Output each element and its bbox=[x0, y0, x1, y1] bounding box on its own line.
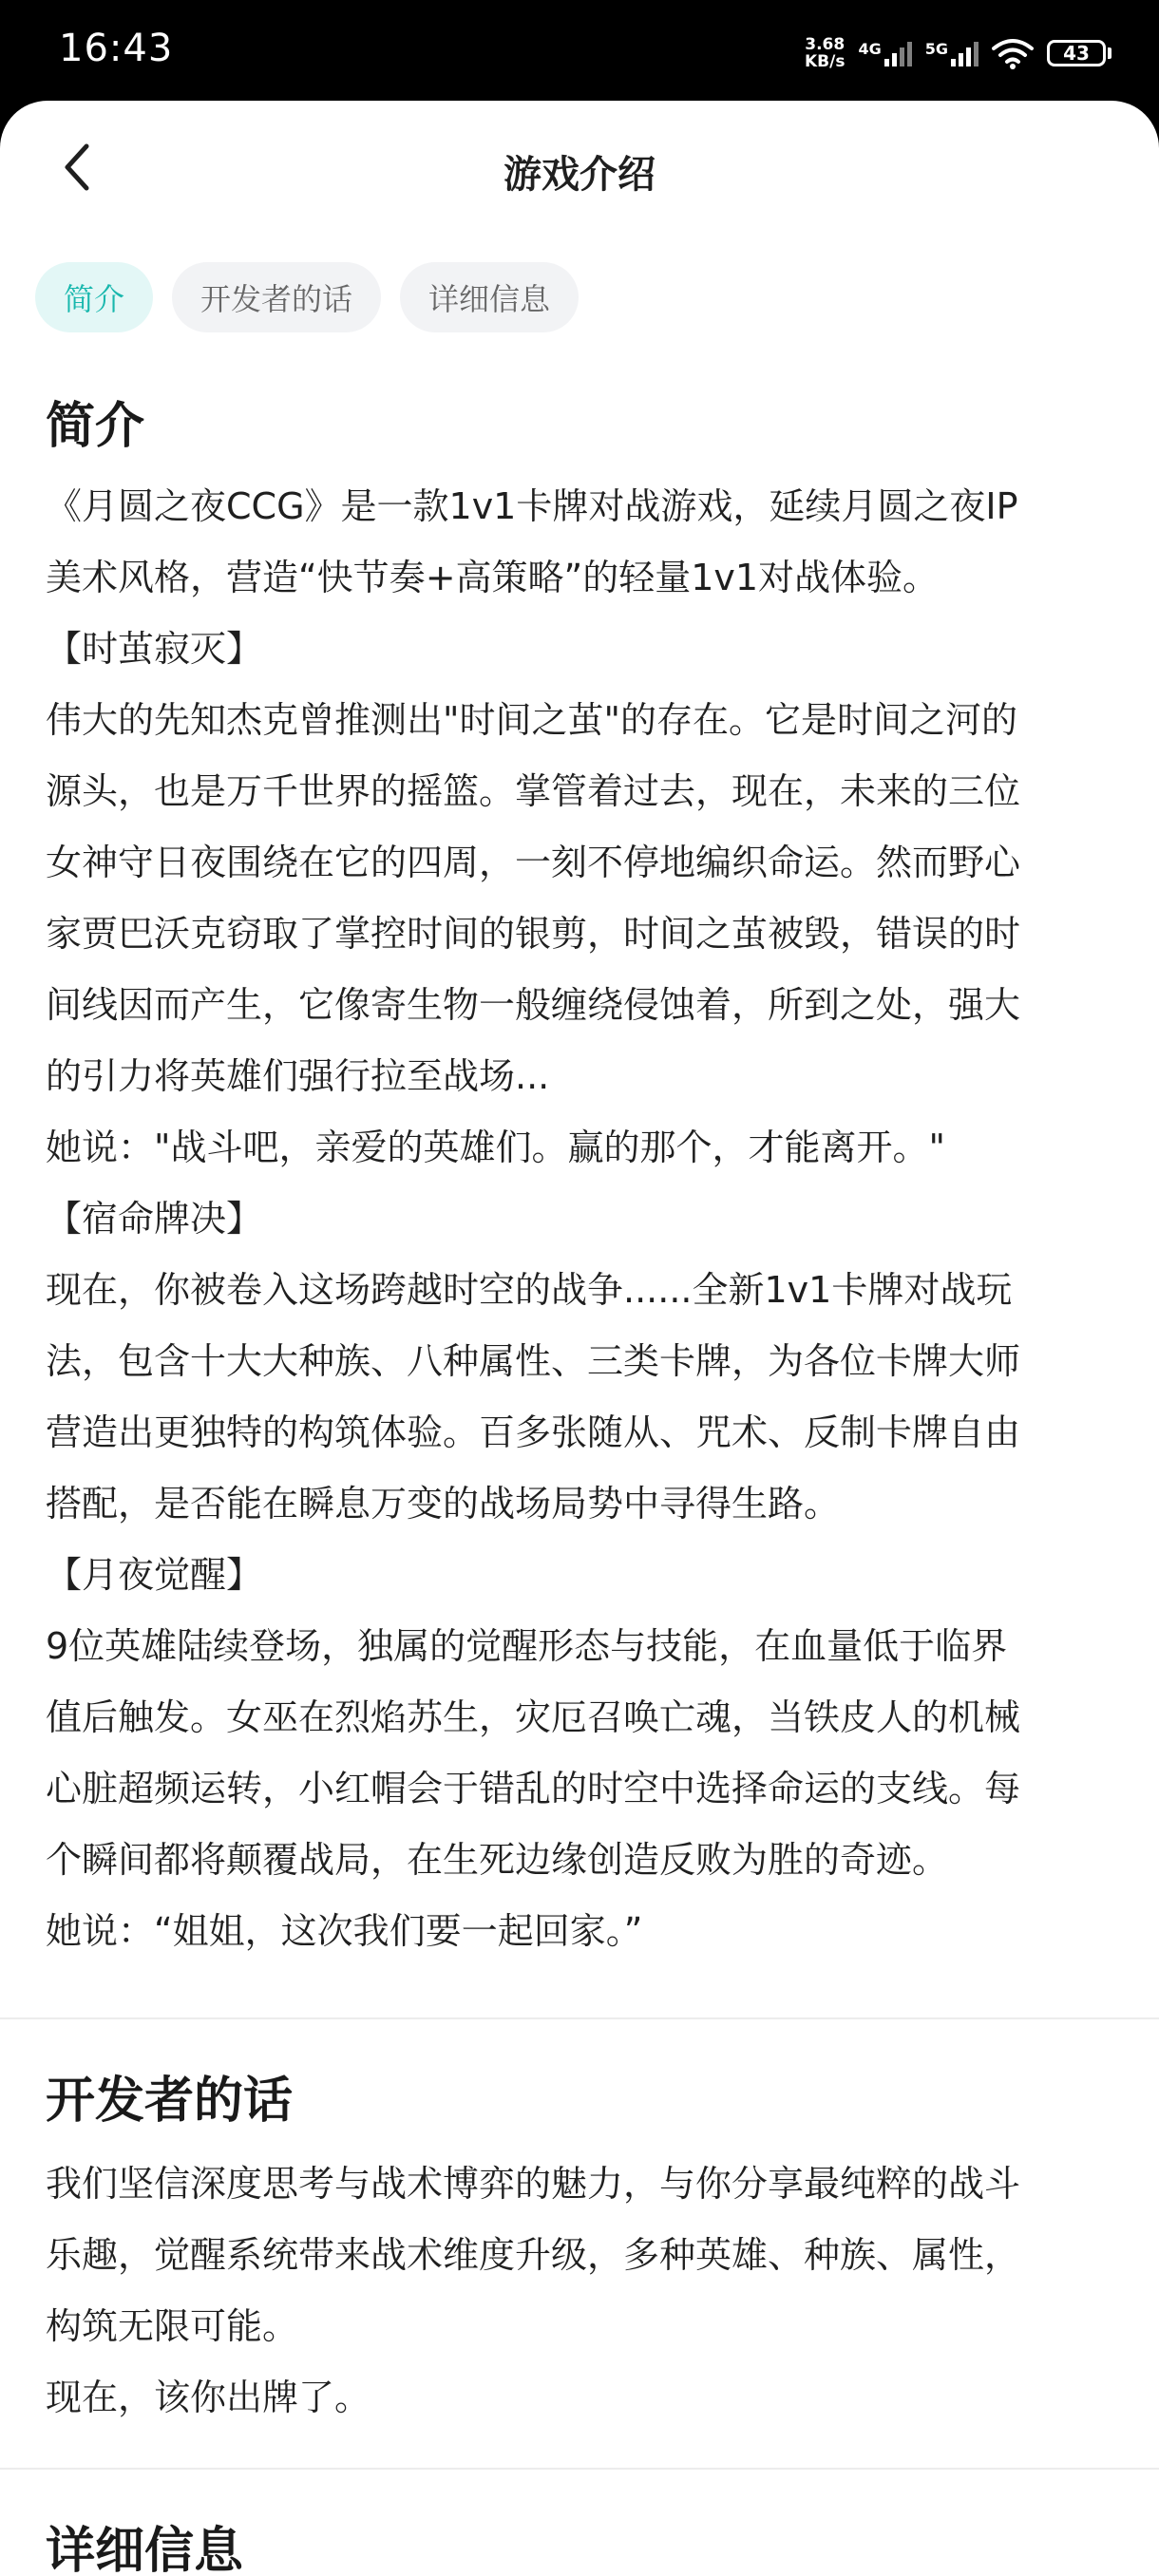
tab-intro[interactable]: 简介 bbox=[35, 262, 153, 332]
intro-paragraph: 她说：“姐姐，这次我们要一起回家。” bbox=[46, 1910, 643, 1952]
cellular-signal-icon bbox=[858, 40, 911, 66]
tab-bar bbox=[35, 262, 579, 332]
top-nav bbox=[0, 101, 1159, 234]
network-speed-value: 3.68 bbox=[805, 35, 846, 54]
sig2-label: 5G bbox=[924, 40, 948, 58]
status-time: 16:43 bbox=[59, 27, 174, 70]
intro-heading-suming: 【宿命牌决】 bbox=[46, 1198, 263, 1240]
tab-details[interactable]: 详细信息 bbox=[400, 262, 579, 332]
intro-heading-shijian: 【时茧寂灭】 bbox=[46, 628, 263, 670]
status-bar bbox=[0, 0, 1159, 104]
section-divider bbox=[0, 2017, 1159, 2019]
page-title: 游戏介绍 bbox=[504, 153, 656, 197]
section-divider bbox=[0, 2468, 1159, 2470]
intro-paragraph: 9位英雄陆续登场，独属的觉醒形态与技能，在血量低于临界 值后触发。女巫在烈焰苏生，灾厄召唤亡魂，当铁皮人的机械 心脏超频运转，小红帽会于错乱的时空中选择命运的支线。每 个瞬间都将颠覆战局，在生死边缘创造反败为胜的奇迹。 bbox=[46, 1625, 1021, 1881]
details-section bbox=[46, 2513, 1113, 2576]
intro-paragraph: 《月圆之夜CCG》是一款1v1卡牌对战游戏，延续月圆之夜IP 美术风格，营造“快节奏+高策略”的轻量1v1对战体验。 bbox=[46, 485, 1018, 598]
content-sheet bbox=[0, 101, 1159, 2576]
intro-heading-yueye: 【月夜觉醒】 bbox=[46, 1554, 263, 1596]
network-speed-unit: KB/s bbox=[805, 52, 846, 71]
battery-icon bbox=[1047, 40, 1112, 66]
sig1-label: 4G bbox=[858, 40, 882, 58]
status-icons bbox=[805, 28, 1112, 78]
intro-paragraph: 她说："战斗吧，亲爱的英雄们。赢的那个，才能离开。" bbox=[46, 1127, 945, 1168]
developer-paragraph: 现在，该你出牌了。 bbox=[46, 2377, 371, 2418]
intro-title: 简介 bbox=[46, 398, 145, 455]
network-speed bbox=[805, 36, 845, 70]
intro-section bbox=[46, 393, 1113, 1967]
wifi-icon bbox=[992, 37, 1034, 69]
developer-section bbox=[46, 2063, 1113, 2434]
intro-paragraph: 伟大的先知杰克曾推测出"时间之茧"的存在。它是时间之河的 源头，也是万千世界的摇篮。掌管着过去，现在，未来的三位 女神守日夜围绕在它的四周，一刻不停地编织命运。然而野心 家贾巴沃克窃取了掌控时间的银剪，时间之茧被毁，错误的时 间线因而产生，它像寄生物一般缠绕侵蚀着，所到之处，强大 的引力将英雄们强行拉至战场... bbox=[46, 699, 1021, 1097]
tab-developer[interactable]: 开发者的话 bbox=[172, 262, 381, 332]
developer-paragraph: 我们坚信深度思考与战术博弈的魅力，与你分享最纯粹的战斗 乐趣，觉醒系统带来战术维度升级，多种英雄、种族、属性， 构筑无限可能。 bbox=[46, 2163, 1021, 2347]
developer-title: 开发者的话 bbox=[46, 2073, 294, 2130]
battery-level: 43 bbox=[1047, 40, 1106, 66]
intro-paragraph: 现在，你被卷入这场跨越时空的战争......全新1v1卡牌对战玩 法，包含十大大种族、八种属性、三类卡牌，为各位卡牌大师 营造出更独特的构筑体验。百多张随从、咒术、反制卡牌自由 搭配，是否能在瞬息万变的战场局势中寻得生路。 bbox=[46, 1269, 1021, 1525]
cellular-signal-5g-icon bbox=[925, 40, 978, 66]
details-title: 详细信息 bbox=[46, 2523, 244, 2576]
